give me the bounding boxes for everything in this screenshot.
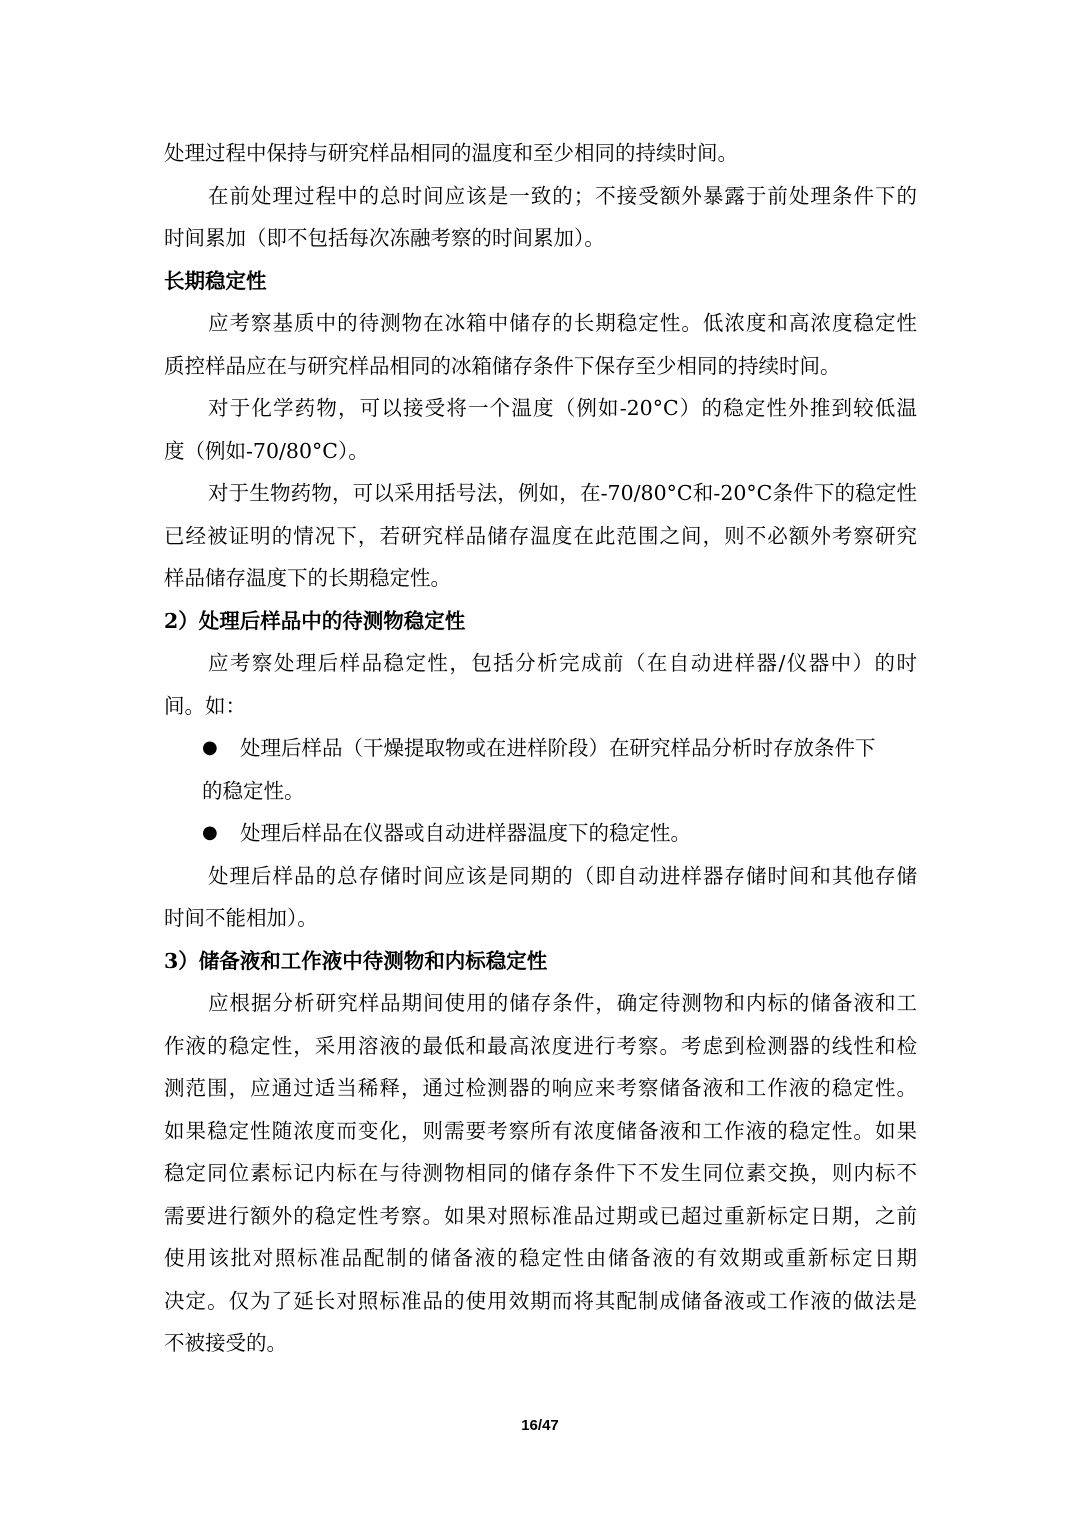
section-heading-long-term-stability: 长期稳定性 bbox=[164, 268, 267, 293]
paragraph-line: 稳定同位素标记内标在与待测物相同的储存条件下不发生同位素交换，则内标不 bbox=[164, 1161, 917, 1185]
page-body bbox=[164, 132, 917, 1365]
paragraph-line: 度（例如-70/80°C）。 bbox=[164, 438, 369, 463]
bullet-continuation: 的稳定性。 bbox=[202, 778, 305, 803]
paragraph-line: 需要进行额外的稳定性考察。如果对照标准品过期或已超过重新标定日期，之前 bbox=[164, 1203, 917, 1228]
paragraph-line: 时间不能相加）。 bbox=[164, 906, 318, 930]
bullet-icon: ● bbox=[202, 822, 218, 843]
paragraph-line: 间。如： bbox=[164, 693, 246, 718]
paragraph-line: 应根据分析研究样品期间使用的储存条件，确定待测物和内标的储备液和工 bbox=[208, 991, 917, 1015]
bullet-item bbox=[164, 727, 917, 770]
paragraph-line: 质控样品应在与研究样品相同的冰箱储存条件下保存至少相同的持续时间。 bbox=[164, 353, 841, 378]
section-heading-processed-sample-stability: 2）处理后样品中的待测物稳定性 bbox=[164, 608, 466, 633]
paragraph-line: 在前处理过程中的总时间应该是一致的；不接受额外暴露于前处理条件下的 bbox=[208, 183, 917, 208]
paragraph-line: 应考察处理后样品稳定性，包括分析完成前（在自动进样器/仪器中）的时 bbox=[208, 651, 917, 675]
paragraph-line: 作液的稳定性，采用溶液的最低和最高浓度进行考察。考虑到检测器的线性和检 bbox=[164, 1033, 917, 1058]
paragraph-line: 处理后样品的总存储时间应该是同期的（即自动进样器存储时间和其他存储 bbox=[208, 863, 917, 888]
paragraph-line: 对于化学药物，可以接受将一个温度（例如-20°C）的稳定性外推到较低温 bbox=[208, 396, 917, 420]
bullet-icon: ● bbox=[202, 737, 218, 758]
paragraph-line: 测范围，应通过适当稀释，通过检测器的响应来考察储备液和工作液的稳定性。 bbox=[164, 1076, 917, 1100]
bullet-text: 处理后样品在仪器或自动进样器温度下的稳定性。 bbox=[240, 821, 691, 845]
section-heading-stock-solution-stability: 3）储备液和工作液中待测物和内标稳定性 bbox=[164, 948, 548, 973]
paragraph-line: 样品储存温度下的长期稳定性。 bbox=[164, 566, 451, 590]
paragraph-line: 决定。仅为了延长对照标准品的使用效期而将其配制成储备液或工作液的做法是 bbox=[164, 1288, 917, 1313]
paragraph-line: 如果稳定性随浓度而变化，则需要考察所有浓度储备液和工作液的稳定性。如果 bbox=[164, 1118, 917, 1143]
paragraph-line: 时间累加（即不包括每次冻融考察的时间累加）。 bbox=[164, 226, 605, 250]
paragraph-line: 应考察基质中的待测物在冰箱中储存的长期稳定性。低浓度和高浓度稳定性 bbox=[208, 311, 917, 335]
bullet-item bbox=[164, 812, 917, 855]
bullet-text: 处理后样品（干燥提取物或在进样阶段）在研究样品分析时存放条件下 bbox=[240, 736, 876, 760]
paragraph-line: 已经被证明的情况下，若研究样品储存温度在此范围之间，则不必额外考察研究 bbox=[164, 523, 917, 548]
paragraph-line: 对于生物药物，可以采用括号法，例如，在-70/80°C和-20°C条件下的稳定性 bbox=[208, 481, 917, 505]
paragraph-line: 使用该批对照标准品配制的储备液的稳定性由储备液的有效期或重新标定日期 bbox=[164, 1246, 917, 1270]
paragraph-line: 不被接受的。 bbox=[164, 1331, 287, 1355]
paragraph-line: 处理过程中保持与研究样品相同的温度和至少相同的持续时间。 bbox=[164, 141, 738, 165]
page-number: 16/47 bbox=[521, 1417, 559, 1434]
